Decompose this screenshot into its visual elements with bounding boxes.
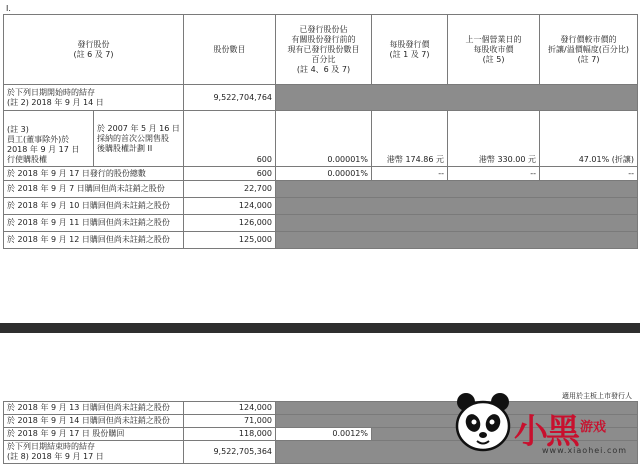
option-discount: 47.01% (折讓) <box>540 111 638 167</box>
table-row <box>4 198 638 215</box>
header-issue-price: 每股發行價 (註 1 及 7) <box>372 15 448 85</box>
total-close: -- <box>448 167 540 181</box>
header-percentage: 已發行股份佔 有關股份發行前的 現有已發行股份數目 百分比 (註 4、6 及 7) <box>276 15 372 85</box>
gray-cell <box>276 198 638 215</box>
buyback-pct: 0.0012% <box>276 428 372 441</box>
page-divider <box>0 323 640 333</box>
watermark-url: www.xiaohei.com <box>542 446 628 455</box>
total-discount: -- <box>540 167 638 181</box>
gray-cell <box>276 181 638 198</box>
gray-cell <box>276 215 638 232</box>
option-pct: 0.00001% <box>276 111 372 167</box>
header-issued-shares: 發行股份 (註 6 及 7) <box>4 15 184 85</box>
header-closing-price: 上一個營業日的 每股收市價 (註 5) <box>448 15 540 85</box>
buyback-shares: 22,700 <box>184 181 276 198</box>
option-shares: 600 <box>184 111 276 167</box>
option-exercise-row <box>4 111 638 167</box>
option-price: 港幣 174.86 元 <box>372 111 448 167</box>
watermark-brand-suffix: 游戏 <box>580 420 607 435</box>
total-label: 於 2018 年 9 月 17 日發行的股份總數 <box>4 167 184 181</box>
table-row <box>4 215 638 232</box>
total-shares: 600 <box>184 167 276 181</box>
header-discount: 發行價較市價的 折讓/溢價幅度(百分比) (註 7) <box>540 15 638 85</box>
closing-label: 於下列日期結束時的結存 (註 8) 2018 年 9 月 17 日 <box>4 441 184 464</box>
option-label-a: (註 3) 員工(董事除外)於 2018 年 9 月 17 日 行使購股權 <box>4 111 94 167</box>
buyback-shares: 125,000 <box>184 232 276 249</box>
buyback-label: 於 2018 年 9 月 17 日 股份購回 <box>4 428 184 441</box>
option-label-b: 於 2007 年 5 月 16 日 採納的首次公開售股 後購股權計劃 II <box>94 111 184 167</box>
issuer-note: 適用於主板上市發行人 <box>562 392 632 400</box>
watermark-brand: 小黑 <box>514 412 578 452</box>
total-price: -- <box>372 167 448 181</box>
closing-shares: 9,522,705,364 <box>184 441 276 464</box>
table-row <box>4 232 638 249</box>
buyback-shares: 126,000 <box>184 215 276 232</box>
total-pct: 0.00001% <box>276 167 372 181</box>
buyback-label: 於 2018 年 9 月 14 日購回但尚未註銷之股份 <box>4 415 184 428</box>
table-row <box>4 181 638 198</box>
total-row <box>4 167 638 181</box>
opening-shares: 9,522,704,764 <box>184 85 276 111</box>
buyback-label: 於 2018 年 9 月 13 日購回但尚未註銷之股份 <box>4 402 184 415</box>
buyback-shares: 118,000 <box>184 428 276 441</box>
buyback-label: 於 2018 年 9 月 10 日購回但尚未註銷之股份 <box>4 198 184 215</box>
panda-icon <box>452 390 516 454</box>
watermark-logo <box>452 390 640 459</box>
section-label: I. <box>6 4 11 13</box>
gray-cell <box>276 85 638 111</box>
gray-cell <box>276 232 638 249</box>
buyback-label: 於 2018 年 9 月 11 日購回但尚未註銷之股份 <box>4 215 184 232</box>
buyback-shares: 124,000 <box>184 198 276 215</box>
buyback-label: 於 2018 年 9 月 7 日購回但尚未註銷之股份 <box>4 181 184 198</box>
opening-label: 於下列日期開始時的結存 (註 2) 2018 年 9 月 14 日 <box>4 85 184 111</box>
buyback-shares: 71,000 <box>184 415 276 428</box>
option-close: 港幣 330.00 元 <box>448 111 540 167</box>
opening-balance-row <box>4 85 638 111</box>
share-issue-table <box>3 14 638 249</box>
header-share-count: 股份數目 <box>184 15 276 85</box>
buyback-shares: 124,000 <box>184 402 276 415</box>
buyback-label: 於 2018 年 9 月 12 日購回但尚未註銷之股份 <box>4 232 184 249</box>
